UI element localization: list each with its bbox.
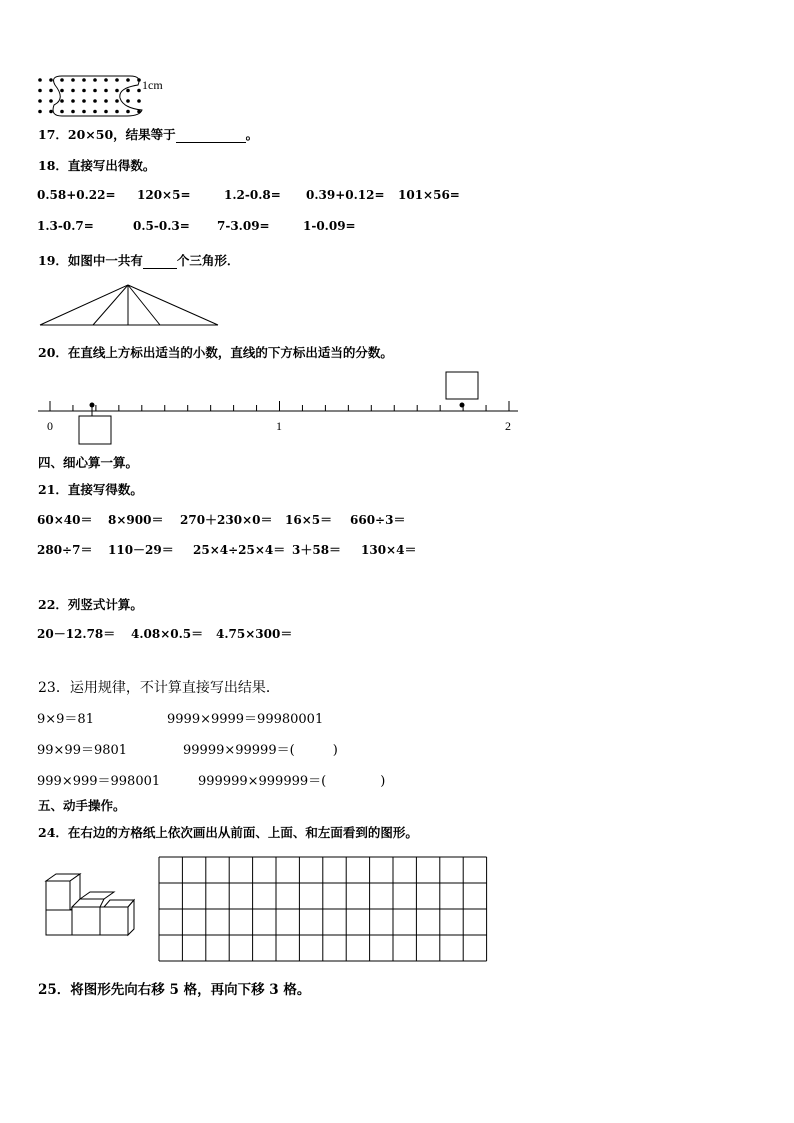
- q18-number: 18．: [38, 158, 68, 173]
- q22-item: 20－12.78＝: [37, 627, 116, 641]
- section-5-title: 五、动手操作。: [38, 798, 126, 813]
- q23-close-paren: ): [380, 774, 386, 789]
- q18-item: 1.3-0.7=: [37, 219, 94, 233]
- q23-number: 23．: [38, 680, 70, 696]
- q17-text: 20×50，结果等于: [67, 127, 176, 142]
- q22-title-text: 列竖式计算。: [67, 597, 143, 612]
- q19-number: 19．: [38, 253, 68, 268]
- section-4-title: 四、细心算一算。: [38, 455, 139, 470]
- q21-item: 270＋230×0＝: [180, 513, 273, 527]
- axis-label: 1: [276, 419, 282, 433]
- q21-item: 280÷7＝: [37, 543, 93, 557]
- q23-left: 999×999＝998001: [37, 774, 161, 789]
- q18-item: 1-0.09=: [303, 219, 356, 233]
- q21-item: 130×4＝: [361, 543, 417, 557]
- q21-item: 16×5＝: [285, 513, 333, 527]
- q23-left: 9×9＝81: [37, 712, 94, 727]
- q23-close-paren: ): [332, 743, 338, 758]
- q22-item: 4.08×0.5＝: [131, 627, 204, 641]
- q18-item: 101×56=: [398, 188, 460, 202]
- q22-number: 22．: [38, 597, 68, 612]
- q21-number: 21．: [38, 482, 68, 497]
- q21-item: 25×4÷25×4＝: [193, 543, 286, 557]
- q22-item: 4.75×300＝: [216, 627, 293, 641]
- q25: [38, 978, 310, 998]
- axis-label: 0: [47, 419, 53, 433]
- q24-text: 在右边的方格纸上依次画出从前面、上面、和左面看到的图形。: [67, 825, 418, 840]
- q25-number: 25．: [38, 982, 71, 998]
- q18-item: 7-3.09=: [217, 219, 270, 233]
- q25-text: 将图形先向右移 5 格，再向下移 3 格。: [70, 982, 311, 998]
- q21-item: 660÷3＝: [350, 513, 406, 527]
- q21-item: 60×40＝: [37, 513, 93, 527]
- axis-label: 2: [505, 419, 511, 433]
- q23-title-text: 运用规律，不计算直接写出结果．: [69, 680, 280, 696]
- q18-item: 120×5=: [137, 188, 191, 202]
- q23-right-text: 999999×999999＝(: [198, 774, 327, 789]
- q21-item: 110－29＝: [108, 543, 174, 557]
- q21-item: 8×900＝: [108, 513, 164, 527]
- q17-number: 17．: [38, 127, 68, 142]
- q21-title-text: 直接写得数。: [67, 482, 143, 497]
- q23-right-text: 99999×99999＝(: [183, 743, 295, 758]
- q20-number: 20．: [38, 345, 68, 360]
- q19-text-after: 个三角形．: [176, 253, 240, 268]
- q23-left: 99×99＝9801: [37, 743, 128, 758]
- q19-text: 如图中一共有: [67, 253, 143, 268]
- unit-label: 1cm: [142, 78, 163, 92]
- q17-end: 。: [245, 127, 259, 142]
- q23-right: 9999×9999＝99980001: [167, 712, 324, 727]
- q18-title-text: 直接写出得数。: [67, 158, 156, 173]
- q18-item: 0.5-0.3=: [133, 219, 190, 233]
- q20-text: 在直线上方标出适当的小数，直线的下方标出适当的分数。: [67, 345, 393, 360]
- q18-item: 0.39+0.12=: [306, 188, 385, 202]
- q24-number: 24．: [38, 825, 68, 840]
- q18-item: 1.2-0.8=: [224, 188, 281, 202]
- q21-item: 3＋58＝: [292, 543, 342, 557]
- q18-item: 0.58+0.22=: [37, 188, 116, 202]
